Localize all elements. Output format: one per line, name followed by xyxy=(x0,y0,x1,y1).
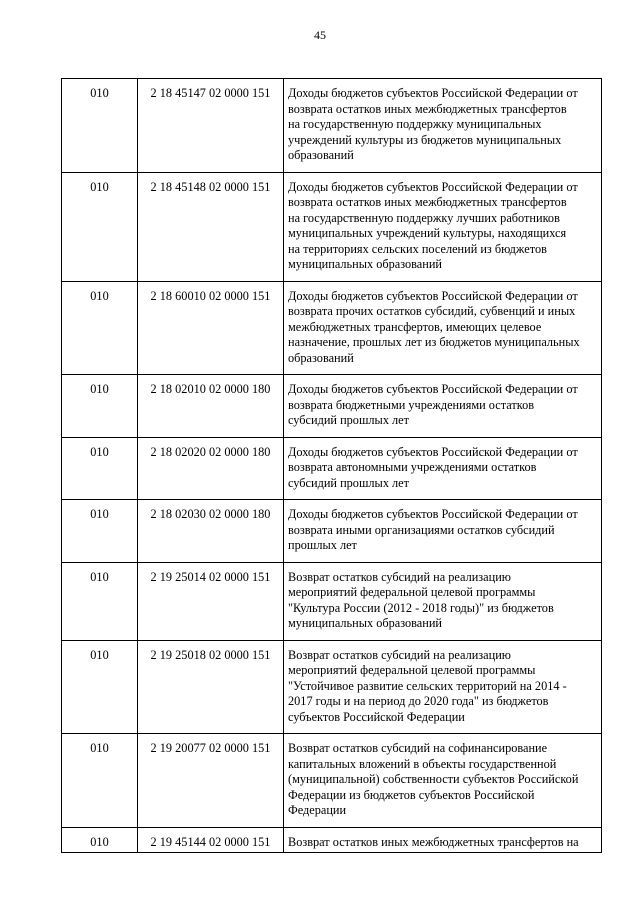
revenue-name-line: Доходы бюджетов субъектов Российской Федерации от xyxy=(288,507,578,521)
revenue-name-line: прошлых лет xyxy=(288,538,357,552)
budget-classification-code-cell: 2 18 45148 02 0000 151 xyxy=(138,172,284,281)
revenue-name-line: возврата бюджетными учреждениями остатков xyxy=(288,397,535,412)
revenue-name-line: Федерации xyxy=(288,803,347,817)
budget-codes-table xyxy=(61,78,602,853)
revenue-name-line: образований xyxy=(288,148,354,162)
revenue-name-cell xyxy=(284,640,602,734)
revenue-name-line: Доходы бюджетов субъектов Российской Федерации от xyxy=(288,288,578,303)
revenue-name-line: муниципальных учреждений культуры, находящихся xyxy=(288,226,567,240)
revenue-name-line: "Культура России (2012 - 2018 годы)" из бюджетов xyxy=(288,600,554,615)
budget-classification-code-cell: 2 19 20077 02 0000 151 xyxy=(138,734,284,828)
revenue-name-cell xyxy=(284,500,602,563)
admin-code-cell: 010 xyxy=(62,281,138,375)
revenue-name-line: межбюджетных трансфертов, имеющих целевое xyxy=(288,319,542,334)
revenue-name-line: на территориях сельских поселений из бюджетов xyxy=(288,241,547,256)
budget-classification-code-cell: 2 18 02030 02 0000 180 xyxy=(138,500,284,563)
table-row xyxy=(62,500,602,563)
table-row xyxy=(62,375,602,438)
revenue-name-line: на государственную поддержку лучших работников xyxy=(288,210,560,225)
admin-code-cell: 010 xyxy=(62,562,138,640)
budget-classification-code-cell: 2 19 45144 02 0000 151 xyxy=(138,827,284,853)
table-row xyxy=(62,734,602,828)
revenue-name-line: Возврат остатков субсидий на софинансирование xyxy=(288,741,548,755)
revenue-name-line: Доходы бюджетов субъектов Российской Федерации от xyxy=(288,382,578,396)
revenue-name-line: муниципальных образований xyxy=(288,616,442,630)
revenue-name-line: возврата прочих остатков субсидий, субвенций и иных xyxy=(288,304,576,318)
budget-classification-code-cell: 2 18 60010 02 0000 151 xyxy=(138,281,284,375)
table-row xyxy=(62,640,602,734)
admin-code-cell: 010 xyxy=(62,437,138,500)
admin-code-cell: 010 xyxy=(62,640,138,734)
revenue-name-cell xyxy=(284,172,602,281)
revenue-name-line: учреждений культуры из бюджетов муниципальных xyxy=(288,132,562,147)
table-row xyxy=(62,281,602,375)
revenue-name-cell xyxy=(284,375,602,438)
budget-classification-code-cell: 2 18 02010 02 0000 180 xyxy=(138,375,284,438)
revenue-name-cell xyxy=(284,79,602,173)
revenue-name-line: 2017 годы и на период до 2020 года" из бюджетов xyxy=(288,694,549,708)
revenue-name-line: Доходы бюджетов субъектов Российской Федерации от xyxy=(288,86,578,100)
revenue-name-line: муниципальных образований xyxy=(288,257,442,271)
revenue-name-line: возврата иными организациями остатков субсидий xyxy=(288,522,555,537)
table-row xyxy=(62,437,602,500)
admin-code-cell: 010 xyxy=(62,172,138,281)
revenue-name-line: Доходы бюджетов субъектов Российской Федерации от xyxy=(288,179,578,194)
budget-classification-code-cell: 2 19 25018 02 0000 151 xyxy=(138,640,284,734)
revenue-name-line: образований xyxy=(288,350,354,365)
revenue-name-line: мероприятий федеральной целевой программы xyxy=(288,585,536,599)
revenue-name-line: субсидий прошлых лет xyxy=(288,413,410,427)
table-row xyxy=(62,562,602,640)
admin-code-cell: 010 xyxy=(62,375,138,438)
table-row xyxy=(62,172,602,281)
table-row xyxy=(62,79,602,173)
table-row xyxy=(62,827,602,853)
table-body xyxy=(62,79,602,853)
revenue-name-line: субъектов Российской Федерации xyxy=(288,709,465,724)
revenue-name-line: Возврат остатков иных межбюджетных трансфертов на xyxy=(288,834,579,849)
revenue-name-line: субсидий прошлых лет xyxy=(288,475,410,490)
admin-code-cell: 010 xyxy=(62,734,138,828)
revenue-name-cell xyxy=(284,437,602,500)
revenue-name-line: капитальных вложений в объекты государственной xyxy=(288,756,557,771)
revenue-name-line: мероприятий федеральной целевой программы xyxy=(288,663,536,677)
revenue-name-line: Федерации из бюджетов субъектов Российской xyxy=(288,787,535,802)
revenue-name-line: Возврат остатков субсидий на реализацию xyxy=(288,647,511,662)
revenue-name-line: (муниципальной) собственности субъектов Российской xyxy=(288,772,579,786)
budget-classification-code-cell: 2 19 25014 02 0000 151 xyxy=(138,562,284,640)
admin-code-cell: 010 xyxy=(62,827,138,853)
revenue-name-cell xyxy=(284,734,602,828)
revenue-name-line: возврата остатков иных межбюджетных трансфертов xyxy=(288,101,567,116)
revenue-name-line: возврата автономными учреждениями остатков xyxy=(288,460,537,474)
revenue-name-line: Доходы бюджетов субъектов Российской Федерации от xyxy=(288,444,578,459)
revenue-name-cell xyxy=(284,281,602,375)
page-number: 45 xyxy=(314,28,326,42)
revenue-name-line: возврата остатков иных межбюджетных трансфертов xyxy=(288,195,567,209)
revenue-name-cell xyxy=(284,562,602,640)
admin-code-cell: 010 xyxy=(62,79,138,173)
revenue-name-line: "Устойчивое развитие сельских территорий на 2014 - xyxy=(288,678,567,693)
revenue-name-line: Возврат остатков субсидий на реализацию xyxy=(288,569,511,584)
budget-classification-code-cell: 2 18 45147 02 0000 151 xyxy=(138,79,284,173)
revenue-name-line: на государственную поддержку муниципальных xyxy=(288,117,542,131)
budget-classification-code-cell: 2 18 02020 02 0000 180 xyxy=(138,437,284,500)
revenue-name-line: назначение, прошлых лет из бюджетов муниципальных xyxy=(288,335,580,349)
admin-code-cell: 010 xyxy=(62,500,138,563)
revenue-name-cell xyxy=(284,827,602,853)
